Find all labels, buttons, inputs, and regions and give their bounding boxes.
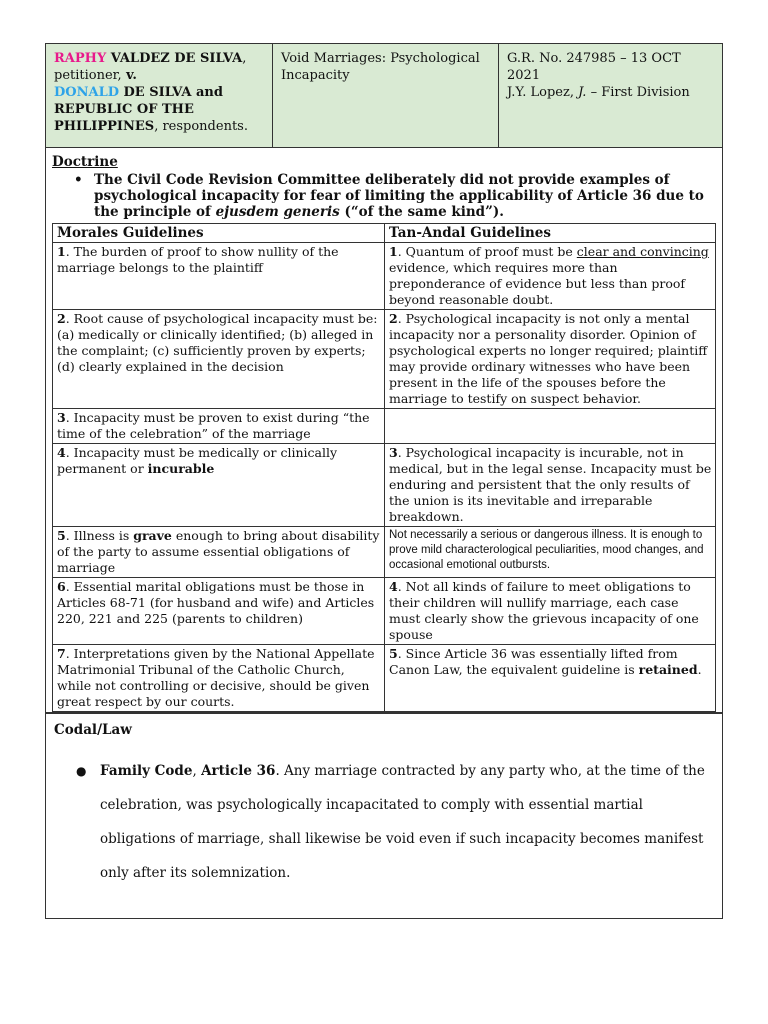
- doctrine-section: [45, 148, 723, 713]
- law-article: Article 36: [201, 763, 276, 779]
- ponente-title: J.: [578, 85, 587, 100]
- morales-cell: 5. Illness is grave enough to bring about disability of the party to assume essential obligations of marriage: [53, 527, 385, 578]
- doctrine-text-start: The Civil Code Revision Committee deliberately did not provide examples of psychological incapacity for fear of limiting the applicability of Article 36 due to the principle of: [94, 172, 704, 220]
- table-row: [53, 409, 716, 444]
- morales-cell: 1. The burden of proof to show nullity of the marriage belongs to the plaintiff: [53, 243, 385, 310]
- ponente-division: – First Division: [586, 85, 690, 100]
- table-row: [53, 578, 716, 645]
- respondent-role: , respondents.: [154, 119, 248, 134]
- bullet-icon: •: [74, 172, 83, 188]
- doctrine-latin: ejusdem generis: [215, 204, 340, 220]
- table-row: [53, 310, 716, 409]
- law-text: Family Code, Article 36. Any marriage contracted by any party who, at the time of the celebration, was psychologically incapacitated to comply with essential martial obligations of marriage, shall likewise be void even if such incapacity becomes manifest only after its solemnization.: [100, 763, 705, 881]
- codal-section: [45, 713, 723, 919]
- doctrine-text-end: (“of the same kind”).: [339, 204, 504, 220]
- table-row: [53, 243, 716, 310]
- tan-andal-cell: 5. Since Article 36 was essentially lifted from Canon Law, the equivalent guideline is retained.: [385, 645, 716, 712]
- tan-andal-cell: 3. Psychological incapacity is incurable, not in medical, but in the legal sense. Incapacity must be enduring and persistent that the only results of the union is its inevitable and irreparable breakdown.: [385, 444, 716, 527]
- morales-cell: 6. Essential marital obligations must be those in Articles 68-71 (for husband and wife) and Articles 220, 221 and 225 (parents to children): [53, 578, 385, 645]
- morales-cell: 2. Root cause of psychological incapacity must be: (a) medically or clinically identified; (b) alleged in the complaint; (c) sufficiently proven by experts; (d) clearly explained in the decision: [53, 310, 385, 409]
- case-digest-page: [45, 43, 723, 919]
- morales-cell: 7. Interpretations given by the National Appellate Matrimonial Tribunal of the Catholic Church, while not controlling or decisive, should be given great respect by our courts.: [53, 645, 385, 712]
- law-body: . Any marriage contracted by any party who, at the time of the celebration, was psychologically incapacitated to comply with essential martial obligations of marriage, shall likewise be void even if such incapacity becomes manifest only after its solemnization.: [100, 763, 705, 881]
- doctrine-bullet: [74, 172, 716, 220]
- doctrine-title: Doctrine: [52, 154, 118, 170]
- case-topic: Void Marriages: Psychological Incapacity: [272, 44, 498, 147]
- bullet-icon: ●: [76, 764, 87, 778]
- respondent-last-name: DE SILVA and REPUBLIC OF THE PHILIPPINES: [54, 85, 223, 134]
- tan-andal-cell: [385, 409, 716, 444]
- table-row: [53, 645, 716, 712]
- petitioner-last-name: VALDEZ DE SILVA: [110, 51, 243, 66]
- law-bullet: [76, 754, 714, 890]
- morales-header: Morales Guidelines: [53, 224, 385, 243]
- tan-andal-cell: 1. Quantum of proof must be clear and convincing evidence, which requires more than preponderance of evidence but less than proof beyond reasonable doubt.: [385, 243, 716, 310]
- doctrine-text: [94, 172, 716, 220]
- tan-andal-cell: 2. Psychological incapacity is not only a mental incapacity nor a personality disorder. Opinion of psychological experts no longer required; plaintiff may provide ordinary witnesses who have been present in the life of the spouses before the marriage to testify on suspect behavior.: [385, 310, 716, 409]
- versus: v.: [126, 68, 137, 83]
- table-row: [53, 527, 716, 578]
- table-header-row: [53, 224, 716, 243]
- codal-title: Codal/Law: [54, 722, 132, 738]
- tan-andal-cell: 4. Not all kinds of failure to meet obligations to their children will nullify marriage, each case must clearly show the grievous incapacity of one spouse: [385, 578, 716, 645]
- petitioner-role: , petitioner,: [54, 51, 247, 83]
- case-parties: [46, 44, 272, 147]
- law-source: Family Code: [100, 763, 193, 779]
- case-citation: [498, 44, 722, 147]
- morales-cell: 4. Incapacity must be medically or clinically permanent or incurable: [53, 444, 385, 527]
- case-number: G.R. No. 247985 – 13 OCT 2021: [507, 51, 681, 83]
- petitioner-first-name: RAPHY: [54, 51, 107, 66]
- case-ponente: [507, 84, 714, 101]
- morales-cell: 3. Incapacity must be proven to exist during “the time of the celebration” of the marriage: [53, 409, 385, 444]
- tan-andal-header: Tan-Andal Guidelines: [385, 224, 716, 243]
- case-header: [45, 43, 723, 148]
- ponente-name: J.Y. Lopez,: [507, 85, 579, 100]
- guidelines-table: [52, 223, 716, 712]
- tan-andal-cell: Not necessarily a serious or dangerous illness. It is enough to prove mild characterological peculiarities, mood changes, and occasional emotional outbursts.: [385, 527, 716, 578]
- respondent-first-name: DONALD: [54, 85, 119, 100]
- table-row: [53, 444, 716, 527]
